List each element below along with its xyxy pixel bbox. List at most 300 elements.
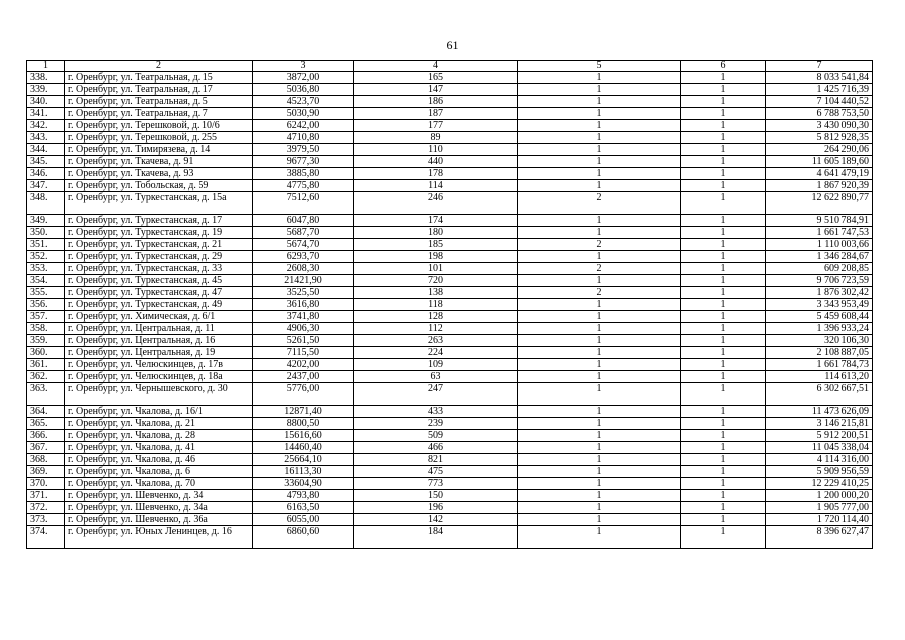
column-4-cell: 433 (354, 406, 518, 418)
column-5-cell: 1 (518, 335, 681, 347)
column-7-cell: 1 661 784,73 (766, 359, 873, 371)
address-cell: г. Оренбург, ул. Центральная, д. 16 (65, 335, 253, 347)
column-4-cell: 186 (354, 96, 518, 108)
column-7-cell: 9 706 723,59 (766, 275, 873, 287)
column-7-cell: 8 033 541,84 (766, 72, 873, 84)
column-6-cell: 1 (681, 192, 766, 215)
table-row (27, 418, 873, 430)
row-number: 366. (27, 430, 65, 442)
column-7-cell: 3 146 215,81 (766, 418, 873, 430)
row-number: 349. (27, 215, 65, 227)
table-row (27, 215, 873, 227)
address-cell: г. Оренбург, ул. Чкалова, д. 41 (65, 442, 253, 454)
column-4-cell: 177 (354, 120, 518, 132)
address-cell: г. Оренбург, ул. Театральная, д. 7 (65, 108, 253, 120)
column-6-cell: 1 (681, 514, 766, 526)
address-cell: г. Оренбург, ул. Тобольская, д. 59 (65, 180, 253, 192)
column-6-cell: 1 (681, 526, 766, 549)
column-7-cell: 114 613,20 (766, 371, 873, 383)
column-5-cell: 1 (518, 502, 681, 514)
column-3-cell: 4202,00 (253, 359, 354, 371)
column-5-cell: 1 (518, 454, 681, 466)
table-row (27, 239, 873, 251)
page-number: 61 (446, 38, 459, 52)
row-number: 350. (27, 227, 65, 239)
column-7-cell: 2 108 887,05 (766, 347, 873, 359)
table-row (27, 454, 873, 466)
column-6-cell: 1 (681, 132, 766, 144)
row-number: 352. (27, 251, 65, 263)
column-3-cell: 4523,70 (253, 96, 354, 108)
table-row (27, 72, 873, 84)
column-4-cell: 196 (354, 502, 518, 514)
row-number: 361. (27, 359, 65, 371)
column-6-cell: 1 (681, 227, 766, 239)
column-6-cell: 1 (681, 108, 766, 120)
column-7-cell: 7 104 440,52 (766, 96, 873, 108)
column-4-cell: 109 (354, 359, 518, 371)
column-6-cell: 1 (681, 144, 766, 156)
column-5-cell: 1 (518, 120, 681, 132)
housing-register-table (26, 60, 873, 549)
column-6-cell: 1 (681, 430, 766, 442)
table-row (27, 96, 873, 108)
column-7-cell: 12 622 890,77 (766, 192, 873, 215)
column-5-cell: 1 (518, 275, 681, 287)
column-3-cell: 25664,10 (253, 454, 354, 466)
row-number: 374. (27, 526, 65, 549)
column-6-cell: 1 (681, 418, 766, 430)
column-7-cell: 1 346 284,67 (766, 251, 873, 263)
column-5-cell: 1 (518, 371, 681, 383)
column-3-cell: 2608,30 (253, 263, 354, 275)
column-header-3: 3 (253, 61, 354, 72)
column-3-cell: 21421,90 (253, 275, 354, 287)
table-row (27, 275, 873, 287)
column-6-cell: 1 (681, 323, 766, 335)
row-number: 348. (27, 192, 65, 215)
column-5-cell: 1 (518, 406, 681, 418)
address-cell: г. Оренбург, ул. Туркестанская, д. 33 (65, 263, 253, 275)
table-row (27, 120, 873, 132)
column-7-cell: 1 200 000,20 (766, 490, 873, 502)
column-5-cell: 1 (518, 311, 681, 323)
column-7-cell: 3 430 090,30 (766, 120, 873, 132)
column-3-cell: 3525,50 (253, 287, 354, 299)
table-row (27, 335, 873, 347)
column-4-cell: 150 (354, 490, 518, 502)
column-4-cell: 101 (354, 263, 518, 275)
address-cell: г. Оренбург, ул. Челюскинцев, д. 17в (65, 359, 253, 371)
address-cell: г. Оренбург, ул. Туркестанская, д. 45 (65, 275, 253, 287)
column-7-cell: 1 905 777,00 (766, 502, 873, 514)
column-5-cell: 2 (518, 192, 681, 215)
column-6-cell: 1 (681, 120, 766, 132)
column-6-cell: 1 (681, 466, 766, 478)
column-6-cell: 1 (681, 383, 766, 406)
row-number: 364. (27, 406, 65, 418)
column-3-cell: 4775,80 (253, 180, 354, 192)
column-5-cell: 1 (518, 359, 681, 371)
address-cell: г. Оренбург, ул. Чкалова, д. 16/1 (65, 406, 253, 418)
column-5-cell: 1 (518, 490, 681, 502)
column-5-cell: 1 (518, 215, 681, 227)
column-7-cell: 1 867 920,39 (766, 180, 873, 192)
column-6-cell: 1 (681, 347, 766, 359)
column-7-cell: 320 106,30 (766, 335, 873, 347)
address-cell: г. Оренбург, ул. Туркестанская, д. 21 (65, 239, 253, 251)
column-4-cell: 224 (354, 347, 518, 359)
column-5-cell: 1 (518, 383, 681, 406)
column-6-cell: 1 (681, 239, 766, 251)
row-number: 369. (27, 466, 65, 478)
address-cell: г. Оренбург, ул. Ткачева, д. 93 (65, 168, 253, 180)
column-header-5: 5 (518, 61, 681, 72)
column-6-cell: 1 (681, 156, 766, 168)
table-row (27, 323, 873, 335)
column-7-cell: 6 788 753,50 (766, 108, 873, 120)
column-5-cell: 1 (518, 72, 681, 84)
column-7-cell: 1 876 302,42 (766, 287, 873, 299)
row-number: 341. (27, 108, 65, 120)
column-4-cell: 263 (354, 335, 518, 347)
row-number: 351. (27, 239, 65, 251)
column-7-cell: 5 909 956,59 (766, 466, 873, 478)
column-5-cell: 1 (518, 299, 681, 311)
table-row (27, 108, 873, 120)
column-4-cell: 174 (354, 215, 518, 227)
table-row (27, 287, 873, 299)
row-number: 353. (27, 263, 65, 275)
table-row (27, 311, 873, 323)
table-row (27, 526, 873, 549)
column-4-cell: 128 (354, 311, 518, 323)
column-7-cell: 1 425 716,39 (766, 84, 873, 96)
column-3-cell: 4906,30 (253, 323, 354, 335)
row-number: 362. (27, 371, 65, 383)
column-7-cell: 609 208,85 (766, 263, 873, 275)
column-4-cell: 138 (354, 287, 518, 299)
table-row (27, 192, 873, 215)
column-3-cell: 15616,60 (253, 430, 354, 442)
address-cell: г. Оренбург, ул. Чернышевского, д. 30 (65, 383, 253, 406)
column-3-cell: 16113,30 (253, 466, 354, 478)
column-5-cell: 1 (518, 156, 681, 168)
column-6-cell: 1 (681, 311, 766, 323)
address-cell: г. Оренбург, ул. Чкалова, д. 70 (65, 478, 253, 490)
row-number: 355. (27, 287, 65, 299)
address-cell: г. Оренбург, ул. Чкалова, д. 46 (65, 454, 253, 466)
column-4-cell: 165 (354, 72, 518, 84)
column-5-cell: 1 (518, 180, 681, 192)
column-4-cell: 821 (354, 454, 518, 466)
row-number: 365. (27, 418, 65, 430)
column-3-cell: 5674,70 (253, 239, 354, 251)
column-7-cell: 1 661 747,53 (766, 227, 873, 239)
column-5-cell: 2 (518, 263, 681, 275)
column-3-cell: 6047,80 (253, 215, 354, 227)
column-5-cell: 1 (518, 84, 681, 96)
column-7-cell: 4 114 316,00 (766, 454, 873, 466)
address-cell: г. Оренбург, ул. Челюскинцев, д. 18а (65, 371, 253, 383)
table-row (27, 478, 873, 490)
column-7-cell: 264 290,06 (766, 144, 873, 156)
column-3-cell: 5030,90 (253, 108, 354, 120)
row-number: 372. (27, 502, 65, 514)
column-6-cell: 1 (681, 84, 766, 96)
column-3-cell: 5261,50 (253, 335, 354, 347)
table-row (27, 84, 873, 96)
column-4-cell: 147 (354, 84, 518, 96)
row-number: 368. (27, 454, 65, 466)
address-cell: г. Оренбург, ул. Туркестанская, д. 19 (65, 227, 253, 239)
table-row (27, 502, 873, 514)
column-7-cell: 11 045 338,04 (766, 442, 873, 454)
row-number: 340. (27, 96, 65, 108)
column-4-cell: 239 (354, 418, 518, 430)
column-4-cell: 247 (354, 383, 518, 406)
column-4-cell: 110 (354, 144, 518, 156)
column-7-cell: 5 459 608,44 (766, 311, 873, 323)
column-6-cell: 1 (681, 406, 766, 418)
row-number: 342. (27, 120, 65, 132)
column-7-cell: 4 641 479,19 (766, 168, 873, 180)
address-cell: г. Оренбург, ул. Чкалова, д. 28 (65, 430, 253, 442)
column-3-cell: 6242,00 (253, 120, 354, 132)
column-6-cell: 1 (681, 299, 766, 311)
column-5-cell: 1 (518, 526, 681, 549)
table-row (27, 490, 873, 502)
column-4-cell: 142 (354, 514, 518, 526)
table-row (27, 442, 873, 454)
column-5-cell: 1 (518, 144, 681, 156)
column-5-cell: 1 (518, 323, 681, 335)
address-cell: г. Оренбург, ул. Терешковой, д. 10/6 (65, 120, 253, 132)
row-number: 371. (27, 490, 65, 502)
column-5-cell: 1 (518, 478, 681, 490)
column-3-cell: 6163,50 (253, 502, 354, 514)
row-number: 346. (27, 168, 65, 180)
address-cell: г. Оренбург, ул. Туркестанская, д. 49 (65, 299, 253, 311)
column-7-cell: 11 473 626,09 (766, 406, 873, 418)
address-cell: г. Оренбург, ул. Туркестанская, д. 17 (65, 215, 253, 227)
row-number: 359. (27, 335, 65, 347)
address-cell: г. Оренбург, ул. Химическая, д. 6/1 (65, 311, 253, 323)
table-row (27, 156, 873, 168)
column-6-cell: 1 (681, 72, 766, 84)
column-3-cell: 6860,60 (253, 526, 354, 549)
row-number: 373. (27, 514, 65, 526)
column-4-cell: 114 (354, 180, 518, 192)
row-number: 356. (27, 299, 65, 311)
column-6-cell: 1 (681, 478, 766, 490)
column-6-cell: 1 (681, 335, 766, 347)
column-7-cell: 8 396 627,47 (766, 526, 873, 549)
column-3-cell: 8800,50 (253, 418, 354, 430)
column-4-cell: 440 (354, 156, 518, 168)
column-7-cell: 1 396 933,24 (766, 323, 873, 335)
column-7-cell: 12 229 410,25 (766, 478, 873, 490)
column-7-cell: 5 812 928,35 (766, 132, 873, 144)
column-6-cell: 1 (681, 359, 766, 371)
column-3-cell: 3741,80 (253, 311, 354, 323)
column-3-cell: 4793,80 (253, 490, 354, 502)
table-row (27, 383, 873, 406)
column-4-cell: 475 (354, 466, 518, 478)
column-5-cell: 1 (518, 108, 681, 120)
table-row (27, 299, 873, 311)
column-7-cell: 1 720 114,40 (766, 514, 873, 526)
row-number: 360. (27, 347, 65, 359)
column-5-cell: 1 (518, 347, 681, 359)
column-6-cell: 1 (681, 180, 766, 192)
column-4-cell: 89 (354, 132, 518, 144)
row-number: 363. (27, 383, 65, 406)
column-3-cell: 5776,00 (253, 383, 354, 406)
row-number: 358. (27, 323, 65, 335)
column-3-cell: 6055,00 (253, 514, 354, 526)
column-5-cell: 1 (518, 514, 681, 526)
column-4-cell: 246 (354, 192, 518, 215)
address-cell: г. Оренбург, ул. Театральная, д. 17 (65, 84, 253, 96)
address-cell: г. Оренбург, ул. Туркестанская, д. 15а (65, 192, 253, 215)
address-cell: г. Оренбург, ул. Чкалова, д. 21 (65, 418, 253, 430)
column-6-cell: 1 (681, 168, 766, 180)
column-5-cell: 1 (518, 418, 681, 430)
row-number: 370. (27, 478, 65, 490)
address-cell: г. Оренбург, ул. Туркестанская, д. 47 (65, 287, 253, 299)
address-cell: г. Оренбург, ул. Чкалова, д. 6 (65, 466, 253, 478)
row-number: 343. (27, 132, 65, 144)
column-7-cell: 11 605 189,60 (766, 156, 873, 168)
column-4-cell: 466 (354, 442, 518, 454)
column-6-cell: 1 (681, 454, 766, 466)
column-4-cell: 185 (354, 239, 518, 251)
column-6-cell: 1 (681, 287, 766, 299)
column-4-cell: 187 (354, 108, 518, 120)
column-4-cell: 178 (354, 168, 518, 180)
column-3-cell: 5687,70 (253, 227, 354, 239)
column-5-cell: 1 (518, 168, 681, 180)
column-5-cell: 1 (518, 132, 681, 144)
row-number: 354. (27, 275, 65, 287)
column-header-7: 7 (766, 61, 873, 72)
column-3-cell: 12871,40 (253, 406, 354, 418)
column-4-cell: 198 (354, 251, 518, 263)
row-number: 344. (27, 144, 65, 156)
column-6-cell: 1 (681, 263, 766, 275)
table-row (27, 263, 873, 275)
table-row (27, 466, 873, 478)
column-3-cell: 14460,40 (253, 442, 354, 454)
column-header-2: 2 (65, 61, 253, 72)
column-3-cell: 4710,80 (253, 132, 354, 144)
column-5-cell: 1 (518, 96, 681, 108)
table-row (27, 514, 873, 526)
table-row (27, 168, 873, 180)
column-3-cell: 9677,30 (253, 156, 354, 168)
table-row (27, 406, 873, 418)
address-cell: г. Оренбург, ул. Терешковой, д. 255 (65, 132, 253, 144)
table-row (27, 347, 873, 359)
address-cell: г. Оренбург, ул. Тимирязева, д. 14 (65, 144, 253, 156)
column-3-cell: 6293,70 (253, 251, 354, 263)
table-row (27, 227, 873, 239)
column-header-6: 6 (681, 61, 766, 72)
column-3-cell: 7115,50 (253, 347, 354, 359)
column-3-cell: 3885,80 (253, 168, 354, 180)
column-6-cell: 1 (681, 490, 766, 502)
column-6-cell: 1 (681, 502, 766, 514)
address-cell: г. Оренбург, ул. Шевченко, д. 34 (65, 490, 253, 502)
column-number-header-row (27, 61, 873, 72)
column-7-cell: 6 302 667,51 (766, 383, 873, 406)
row-number: 338. (27, 72, 65, 84)
column-3-cell: 7512,60 (253, 192, 354, 215)
column-7-cell: 5 912 200,51 (766, 430, 873, 442)
column-6-cell: 1 (681, 371, 766, 383)
column-5-cell: 2 (518, 287, 681, 299)
address-cell: г. Оренбург, ул. Шевченко, д. 36а (65, 514, 253, 526)
column-4-cell: 773 (354, 478, 518, 490)
address-cell: г. Оренбург, ул. Юных Ленинцев, д. 16 (65, 526, 253, 549)
column-6-cell: 1 (681, 251, 766, 263)
column-header-4: 4 (354, 61, 518, 72)
row-number: 357. (27, 311, 65, 323)
address-cell: г. Оренбург, ул. Театральная, д. 5 (65, 96, 253, 108)
column-7-cell: 9 510 784,91 (766, 215, 873, 227)
table-row (27, 132, 873, 144)
column-3-cell: 3616,80 (253, 299, 354, 311)
column-5-cell: 1 (518, 430, 681, 442)
table-row (27, 359, 873, 371)
column-5-cell: 1 (518, 251, 681, 263)
address-cell: г. Оренбург, ул. Театральная, д. 15 (65, 72, 253, 84)
column-6-cell: 1 (681, 215, 766, 227)
address-cell: г. Оренбург, ул. Центральная, д. 11 (65, 323, 253, 335)
row-number: 345. (27, 156, 65, 168)
column-3-cell: 33604,90 (253, 478, 354, 490)
column-4-cell: 184 (354, 526, 518, 549)
table-row (27, 251, 873, 263)
column-3-cell: 3979,50 (253, 144, 354, 156)
address-cell: г. Оренбург, ул. Центральная, д. 19 (65, 347, 253, 359)
column-4-cell: 112 (354, 323, 518, 335)
row-number: 339. (27, 84, 65, 96)
column-5-cell: 1 (518, 466, 681, 478)
column-3-cell: 3872,00 (253, 72, 354, 84)
column-6-cell: 1 (681, 442, 766, 454)
column-5-cell: 1 (518, 442, 681, 454)
column-header-1: 1 (27, 61, 65, 72)
column-6-cell: 1 (681, 96, 766, 108)
column-4-cell: 63 (354, 371, 518, 383)
column-6-cell: 1 (681, 275, 766, 287)
column-7-cell: 1 110 003,66 (766, 239, 873, 251)
column-4-cell: 118 (354, 299, 518, 311)
column-5-cell: 2 (518, 239, 681, 251)
column-7-cell: 3 343 953,49 (766, 299, 873, 311)
row-number: 367. (27, 442, 65, 454)
column-4-cell: 180 (354, 227, 518, 239)
table-row (27, 430, 873, 442)
column-4-cell: 720 (354, 275, 518, 287)
table-row (27, 371, 873, 383)
address-cell: г. Оренбург, ул. Шевченко, д. 34а (65, 502, 253, 514)
row-number: 347. (27, 180, 65, 192)
column-3-cell: 2437,00 (253, 371, 354, 383)
address-cell: г. Оренбург, ул. Ткачева, д. 91 (65, 156, 253, 168)
